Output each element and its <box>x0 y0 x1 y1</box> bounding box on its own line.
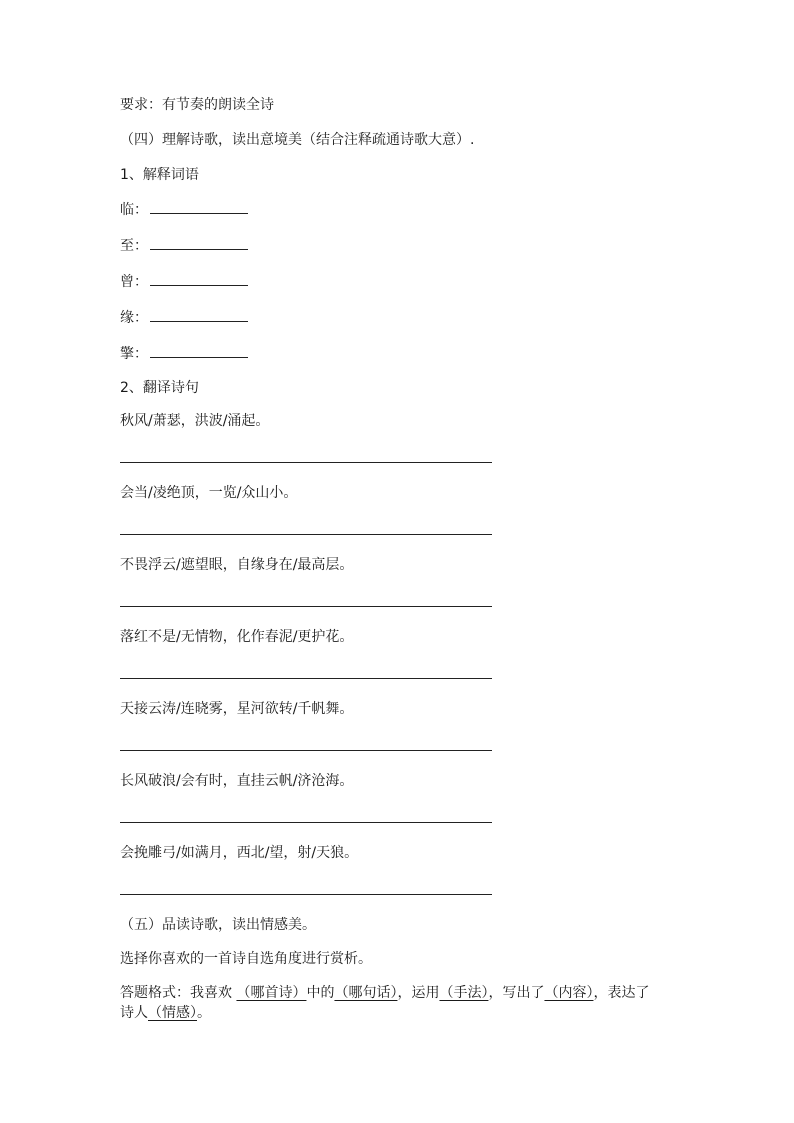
poem-line-2: 会当/凌绝顶，一览/众山小。 <box>120 485 298 501</box>
answer-blank[interactable] <box>150 273 248 286</box>
section-4-heading: （四）理解诗歌，读出意境美（结合注释疏通诗歌大意）. <box>120 132 475 148</box>
format-text: 中的 <box>306 985 335 1001</box>
vocab-title: 1、解释词语 <box>120 167 199 183</box>
answer-format <box>120 984 649 1002</box>
answer-line[interactable] <box>120 822 492 823</box>
vocab-item-4 <box>120 309 248 327</box>
poem-line-7: 会挽雕弓/如满月，西北/望，射/天狼。 <box>120 845 359 861</box>
format-placeholder-poem: （哪首诗） <box>236 985 307 1001</box>
answer-blank[interactable] <box>150 345 248 358</box>
format-text: 答题格式：我喜欢 <box>120 985 237 1001</box>
vocab-label: 临： <box>120 202 148 218</box>
reading-requirement: 要求：有节奏的朗读全诗 <box>120 97 274 113</box>
answer-blank[interactable] <box>150 309 248 322</box>
vocab-label: 曾： <box>120 274 148 290</box>
section-5-heading: （五）品读诗歌，读出情感美。 <box>120 917 316 933</box>
answer-line[interactable] <box>120 678 492 679</box>
vocab-item-2 <box>120 237 248 255</box>
format-text: ，表达了 <box>593 985 650 1001</box>
format-placeholder-emotion: （情感） <box>148 1005 197 1021</box>
vocab-label: 缘： <box>120 310 148 326</box>
vocab-label: 至： <box>120 238 148 254</box>
poem-line-5: 天接云涛/连晓雾，星河欲转/千帆舞。 <box>120 701 354 717</box>
answer-line[interactable] <box>120 462 492 463</box>
format-text: ，运用 <box>397 985 440 1001</box>
answer-line[interactable] <box>120 750 492 751</box>
answer-line[interactable] <box>120 894 492 895</box>
format-placeholder-sentence: （哪句话） <box>334 985 398 1001</box>
answer-blank[interactable] <box>150 201 248 214</box>
translate-title: 2、翻译诗句 <box>120 380 199 396</box>
vocab-item-3 <box>120 273 248 291</box>
format-placeholder-content: （内容） <box>544 985 594 1001</box>
vocab-label: 擎： <box>120 346 148 362</box>
poem-line-4: 落红不是/无情物，化作春泥/更护花。 <box>120 629 354 645</box>
poem-line-3: 不畏浮云/遮望眼，自缘身在/最高层。 <box>120 557 354 573</box>
answer-format-continued <box>120 1004 211 1022</box>
format-text: 诗人 <box>120 1005 148 1021</box>
section-5-instruction: 选择你喜欢的一首诗自选角度进行赏析。 <box>120 951 372 967</box>
answer-blank[interactable] <box>150 237 248 250</box>
vocab-item-5 <box>120 345 248 363</box>
format-placeholder-technique: （手法） <box>439 985 489 1001</box>
answer-line[interactable] <box>120 606 492 607</box>
poem-line-1: 秋风/萧瑟，洪波/涌起。 <box>120 413 270 429</box>
poem-line-6: 长风破浪/会有时，直挂云帆/济沧海。 <box>120 773 354 789</box>
vocab-item-1 <box>120 201 248 219</box>
format-text: 。 <box>197 1005 211 1021</box>
format-text: ，写出了 <box>488 985 545 1001</box>
answer-line[interactable] <box>120 534 492 535</box>
